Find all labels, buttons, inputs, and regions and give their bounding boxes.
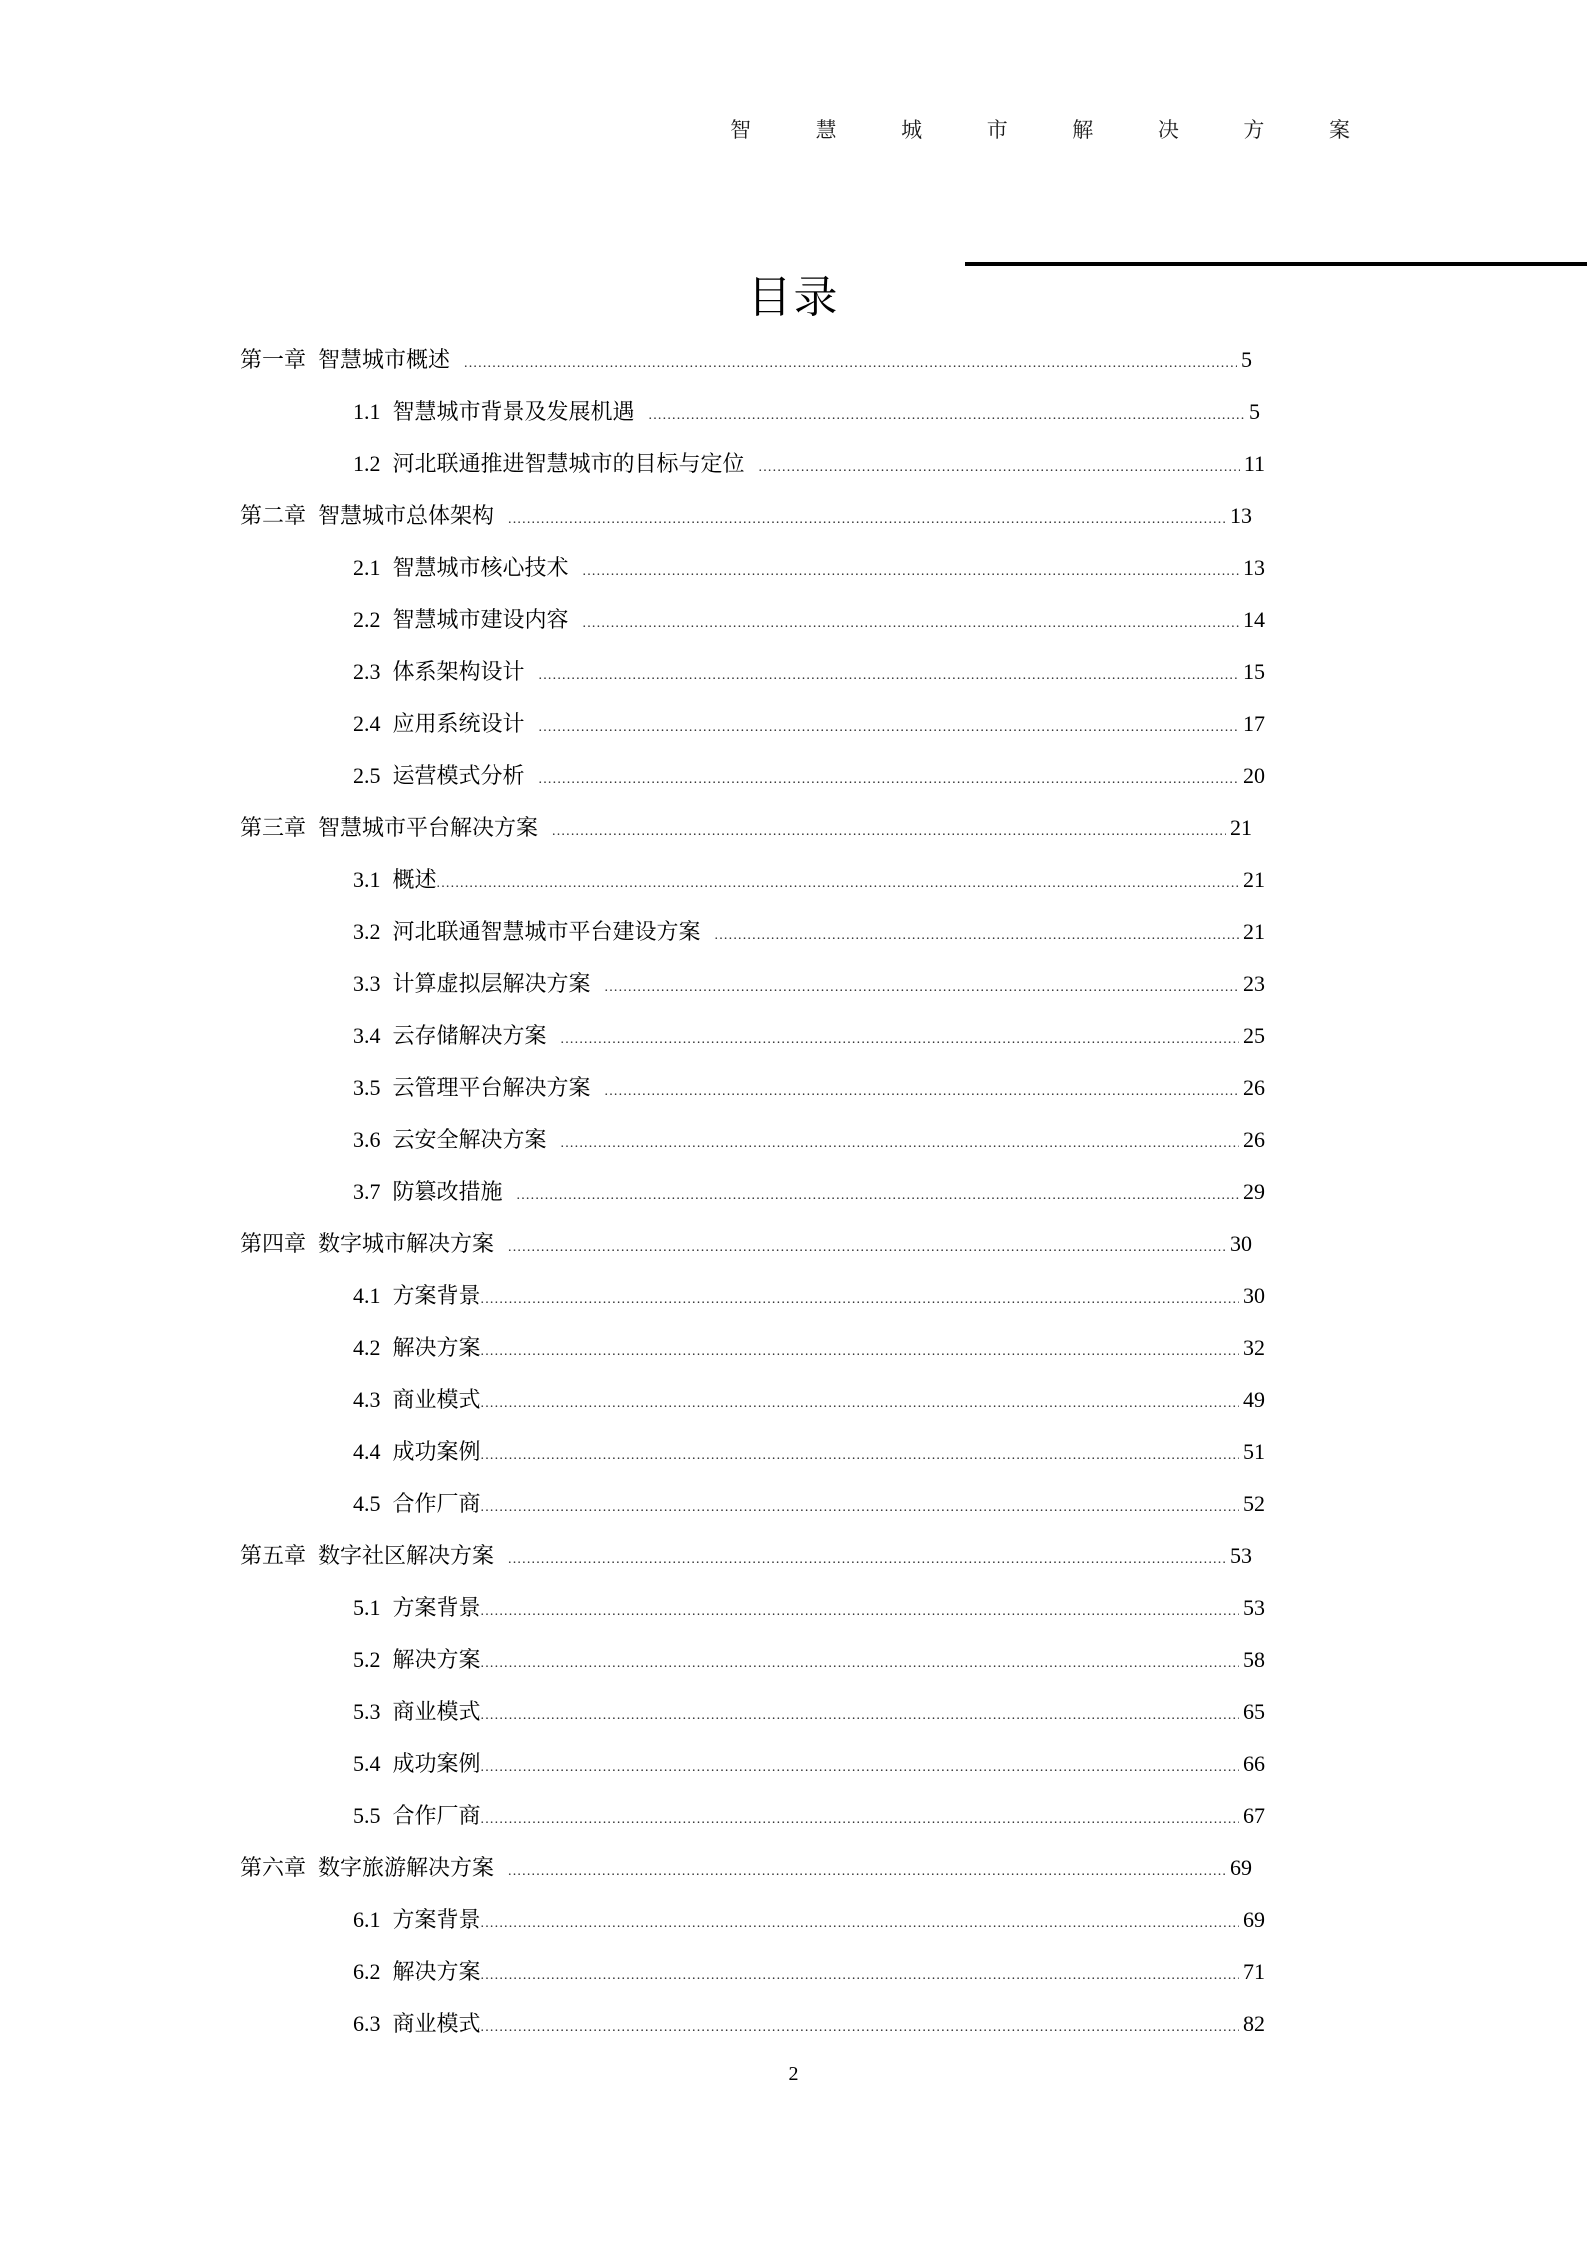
dot-leader xyxy=(481,1488,1239,1528)
toc-entry-chapter[interactable] xyxy=(240,1224,1252,1264)
toc-entry-title: 方案背景 xyxy=(392,1907,481,1932)
dot-leader xyxy=(649,396,1245,436)
toc-entry-section[interactable] xyxy=(353,860,1265,900)
toc-entry-number: 4.2 xyxy=(353,1335,381,1360)
toc-entry-title: 解决方案 xyxy=(392,1959,481,1984)
dot-leader xyxy=(605,1072,1239,1112)
toc-entry-title: 应用系统设计 xyxy=(392,711,525,736)
toc-entry-title: 数字旅游解决方案 xyxy=(318,1855,495,1880)
toc-entry-number: 第五章 xyxy=(240,1543,307,1568)
toc-entry-chapter[interactable] xyxy=(240,808,1252,848)
toc-entry-title: 合作厂商 xyxy=(392,1491,481,1516)
page-number: 2 xyxy=(788,2063,799,2085)
toc-entry-title: 智慧城市概述 xyxy=(318,347,451,372)
running-header-char: 方 xyxy=(1243,118,1265,142)
toc-entry-page: 13 xyxy=(1243,555,1265,580)
toc-entry-number: 第四章 xyxy=(240,1231,307,1256)
dot-leader xyxy=(552,812,1226,852)
toc-entry-title: 商业模式 xyxy=(392,2011,481,2036)
toc-entry-title: 智慧城市总体架构 xyxy=(318,503,495,528)
toc-entry-title: 成功案例 xyxy=(392,1439,481,1464)
toc-entry-title: 智慧城市建设内容 xyxy=(392,607,569,632)
dot-leader xyxy=(561,1124,1239,1164)
dot-leader xyxy=(481,1904,1239,1944)
dot-leader xyxy=(759,448,1240,488)
toc-entry-number: 3.7 xyxy=(353,1179,381,1204)
toc-entry-section[interactable] xyxy=(353,1744,1265,1784)
toc-entry-chapter[interactable] xyxy=(240,1536,1252,1576)
dot-leader xyxy=(481,1332,1239,1372)
toc-entry-number: 5.3 xyxy=(353,1699,381,1724)
dot-leader xyxy=(464,344,1237,384)
toc-entry-page: 20 xyxy=(1243,763,1265,788)
toc-entry-section[interactable] xyxy=(353,756,1265,796)
toc-entry-section[interactable] xyxy=(353,1380,1265,1420)
toc-entry-page: 25 xyxy=(1243,1023,1265,1048)
toc-entry-number: 4.3 xyxy=(353,1387,381,1412)
toc-entry-number: 第三章 xyxy=(240,815,307,840)
dot-leader xyxy=(481,2008,1239,2048)
toc-entry-section[interactable] xyxy=(353,2004,1265,2044)
toc-entry-chapter[interactable] xyxy=(240,1848,1252,1888)
toc-entry-page: 71 xyxy=(1243,1959,1265,1984)
dot-leader xyxy=(481,1592,1239,1632)
toc-entry-title: 云安全解决方案 xyxy=(392,1127,547,1152)
toc-entry-number: 2.4 xyxy=(353,711,381,736)
toc-entry-page: 30 xyxy=(1230,1231,1252,1256)
dot-leader xyxy=(481,1436,1239,1476)
toc-entry-page: 53 xyxy=(1230,1543,1252,1568)
dot-leader xyxy=(605,968,1239,1008)
dot-leader xyxy=(481,1956,1239,1996)
toc-entry-page: 29 xyxy=(1243,1179,1265,1204)
dot-leader xyxy=(517,1176,1239,1216)
dot-leader xyxy=(539,708,1239,748)
dot-leader xyxy=(481,1280,1239,1320)
dot-leader xyxy=(481,1748,1239,1788)
toc-entry-title: 云存储解决方案 xyxy=(392,1023,547,1048)
running-header-char: 慧 xyxy=(815,118,837,142)
toc-entry-number: 2.5 xyxy=(353,763,381,788)
toc-entry-section[interactable] xyxy=(353,1900,1265,1940)
toc-entry-title: 方案背景 xyxy=(392,1595,481,1620)
toc-entry-page: 5 xyxy=(1241,347,1252,372)
toc-entry-number: 4.4 xyxy=(353,1439,381,1464)
toc-entry-page: 52 xyxy=(1243,1491,1265,1516)
toc-entry-section[interactable] xyxy=(353,1016,1265,1056)
toc-entry-number: 6.2 xyxy=(353,1959,381,1984)
toc-entry-title: 河北联通推进智慧城市的目标与定位 xyxy=(392,451,745,476)
toc-entry-page: 49 xyxy=(1243,1387,1265,1412)
toc-entry-number: 3.2 xyxy=(353,919,381,944)
toc-entry-page: 66 xyxy=(1243,1751,1265,1776)
toc-entry-number: 5.4 xyxy=(353,1751,381,1776)
toc-entry-number: 4.5 xyxy=(353,1491,381,1516)
toc-entry-number: 第一章 xyxy=(240,347,307,372)
toc-entry-page: 67 xyxy=(1243,1803,1265,1828)
toc-entry-section[interactable] xyxy=(353,912,1265,952)
dot-leader xyxy=(481,1696,1239,1736)
toc-entry-page: 11 xyxy=(1243,451,1265,476)
toc-entry-title: 数字城市解决方案 xyxy=(318,1231,495,1256)
dot-leader xyxy=(481,1644,1239,1684)
toc-entry-page: 65 xyxy=(1243,1699,1265,1724)
toc-entry-number: 5.1 xyxy=(353,1595,381,1620)
toc-entry-section[interactable] xyxy=(353,1172,1265,1212)
toc-entry-title: 智慧城市背景及发展机遇 xyxy=(392,399,635,424)
toc-entry-title: 河北联通智慧城市平台建设方案 xyxy=(392,919,701,944)
toc-entry-section[interactable] xyxy=(353,1432,1265,1472)
toc-entry-page: 23 xyxy=(1243,971,1265,996)
toc-entry-page: 82 xyxy=(1243,2011,1265,2036)
running-header-char: 智 xyxy=(730,118,751,142)
toc-entry-title: 计算虚拟层解决方案 xyxy=(392,971,591,996)
toc-entry-section[interactable] xyxy=(353,1328,1265,1368)
toc-entry-page: 69 xyxy=(1230,1855,1252,1880)
toc-entry-number: 第六章 xyxy=(240,1855,307,1880)
toc-entry-page: 26 xyxy=(1243,1075,1265,1100)
toc-entry-title: 智慧城市平台解决方案 xyxy=(318,815,539,840)
toc-entry-number: 3.1 xyxy=(353,867,381,892)
toc-entry-number: 3.5 xyxy=(353,1075,381,1100)
toc-entry-page: 32 xyxy=(1243,1335,1265,1360)
dot-leader xyxy=(508,500,1226,540)
toc-entry-section[interactable] xyxy=(353,1484,1265,1524)
toc-entry-section[interactable] xyxy=(353,1588,1265,1628)
toc-entry-page: 13 xyxy=(1230,503,1252,528)
running-header-char: 解 xyxy=(1072,118,1094,142)
toc-entry-number: 3.3 xyxy=(353,971,381,996)
toc-entry-number: 2.3 xyxy=(353,659,381,684)
toc-entry-page: 51 xyxy=(1243,1439,1265,1464)
dot-leader xyxy=(508,1852,1226,1892)
dot-leader xyxy=(583,552,1239,592)
toc-entry-title: 防篡改措施 xyxy=(392,1179,503,1204)
toc-entry-page: 69 xyxy=(1243,1907,1265,1932)
toc-entry-page: 21 xyxy=(1243,919,1265,944)
dot-leader xyxy=(481,1384,1239,1424)
running-header-char: 城 xyxy=(901,118,923,142)
toc-entry-number: 2.1 xyxy=(353,555,381,580)
toc-entry-section[interactable] xyxy=(353,1068,1265,1108)
dot-leader xyxy=(437,864,1239,904)
toc-entry-number: 5.5 xyxy=(353,1803,381,1828)
toc-entry-section[interactable] xyxy=(353,1952,1265,1992)
toc-entry-title: 合作厂商 xyxy=(392,1803,481,1828)
toc-entry-section[interactable] xyxy=(353,1692,1265,1732)
toc-entry-title: 概述 xyxy=(392,867,437,892)
toc-entry-number: 6.1 xyxy=(353,1907,381,1932)
toc-entry-title: 方案背景 xyxy=(392,1283,481,1308)
toc-entry-page: 17 xyxy=(1243,711,1265,736)
toc-entry-title: 商业模式 xyxy=(392,1699,481,1724)
running-header xyxy=(730,114,1350,144)
toc-entry-title: 运营模式分析 xyxy=(392,763,525,788)
toc-entry-title: 商业模式 xyxy=(392,1387,481,1412)
toc-entry-section[interactable] xyxy=(353,392,1260,432)
toc-entry-section[interactable] xyxy=(353,964,1265,1004)
toc-entry-number: 1.2 xyxy=(353,451,381,476)
toc-entry-number: 2.2 xyxy=(353,607,381,632)
toc-entry-page: 14 xyxy=(1243,607,1265,632)
toc-entry-number: 3.4 xyxy=(353,1023,381,1048)
toc-entry-page: 30 xyxy=(1243,1283,1265,1308)
running-header-char: 市 xyxy=(986,118,1008,142)
toc-entry-number: 1.1 xyxy=(353,399,381,424)
dot-leader xyxy=(715,916,1239,956)
dot-leader xyxy=(583,604,1239,644)
toc-entry-page: 21 xyxy=(1230,815,1252,840)
toc-entry-section[interactable] xyxy=(353,1120,1265,1160)
dot-leader xyxy=(508,1228,1226,1268)
toc-entry-section[interactable] xyxy=(353,1796,1265,1836)
toc-entry-page: 15 xyxy=(1243,659,1265,684)
toc-entry-page: 21 xyxy=(1243,867,1265,892)
toc-entry-page: 5 xyxy=(1249,399,1260,424)
toc-entry-section[interactable] xyxy=(353,1276,1265,1316)
toc-entry-page: 26 xyxy=(1243,1127,1265,1152)
toc-title: 目录 xyxy=(747,273,840,322)
running-header-char: 案 xyxy=(1328,118,1350,142)
toc-entry-title: 解决方案 xyxy=(392,1647,481,1672)
toc-entry-number: 4.1 xyxy=(353,1283,381,1308)
toc-entry-chapter[interactable] xyxy=(240,340,1252,380)
toc-entry-title: 解决方案 xyxy=(392,1335,481,1360)
toc-entry-title: 数字社区解决方案 xyxy=(318,1543,495,1568)
dot-leader xyxy=(539,760,1239,800)
toc-entry-number: 第二章 xyxy=(240,503,307,528)
toc-entry-section[interactable] xyxy=(353,548,1265,588)
dot-leader xyxy=(508,1540,1226,1580)
toc-entry-section[interactable] xyxy=(353,1640,1265,1680)
toc-entry-title: 云管理平台解决方案 xyxy=(392,1075,591,1100)
dot-leader xyxy=(481,1800,1239,1840)
toc-entry-chapter[interactable] xyxy=(240,496,1252,536)
toc-entry-title: 体系架构设计 xyxy=(392,659,525,684)
toc-entry-section[interactable] xyxy=(353,704,1265,744)
toc-entry-page: 58 xyxy=(1243,1647,1265,1672)
toc-entry-title: 成功案例 xyxy=(392,1751,481,1776)
toc-entry-section[interactable] xyxy=(353,652,1265,692)
toc-entry-number: 5.2 xyxy=(353,1647,381,1672)
toc-entry-title: 智慧城市核心技术 xyxy=(392,555,569,580)
toc-entry-section[interactable] xyxy=(353,600,1265,640)
dot-leader xyxy=(539,656,1239,696)
toc-entry-section[interactable] xyxy=(353,444,1265,484)
toc-entry-number: 6.3 xyxy=(353,2011,381,2036)
running-header-char: 决 xyxy=(1157,118,1179,142)
header-rule xyxy=(965,262,1587,266)
toc-entry-page: 53 xyxy=(1243,1595,1265,1620)
dot-leader xyxy=(561,1020,1239,1060)
toc-entry-number: 3.6 xyxy=(353,1127,381,1152)
